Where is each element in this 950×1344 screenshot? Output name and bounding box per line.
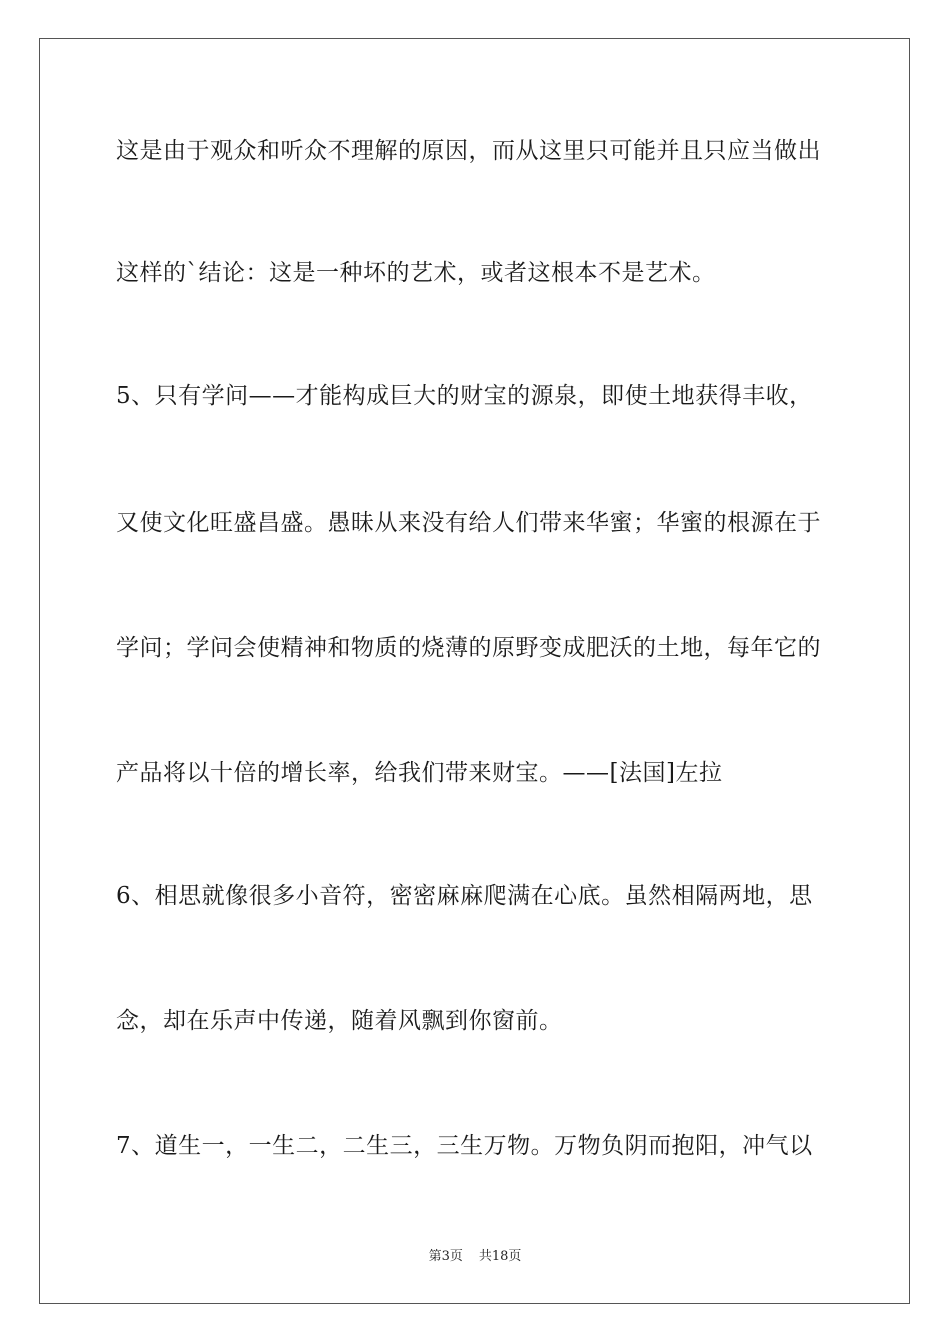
page-number: 第3页: [428, 1249, 463, 1264]
page-border: [39, 38, 910, 1304]
text-line: 学问；学问会使精神和物质的烧薄的原野变成肥沃的土地，每年它的: [116, 635, 821, 661]
text-line: 产品将以十倍的增长率，给我们带来财宝。——[法国]左拉: [116, 760, 723, 786]
text-line: 又使文化旺盛昌盛。愚昧从来没有给人们带来华蜜；华蜜的根源在于: [116, 510, 821, 536]
text-line: 6、相思就像很多小音符，密密麻麻爬满在心底。虽然相隔两地，思: [116, 883, 813, 909]
text-line: 5、只有学问——才能构成巨大的财宝的源泉，即使土地获得丰收，: [116, 383, 813, 409]
text-line: 这是由于观众和听众不理解的原因，而从这里只可能并且只应当做出: [116, 138, 821, 164]
page-footer: [0, 1248, 950, 1266]
page-total: 共18页: [478, 1249, 522, 1264]
text-line: 这样的`结论：这是一种坏的艺术，或者这根本不是艺术。: [116, 260, 716, 286]
text-line: 7、道生一，一生二，二生三，三生万物。万物负阴而抱阳，冲气以: [116, 1133, 813, 1159]
text-line: 念，却在乐声中传递，随着风飘到你窗前。: [116, 1008, 563, 1034]
